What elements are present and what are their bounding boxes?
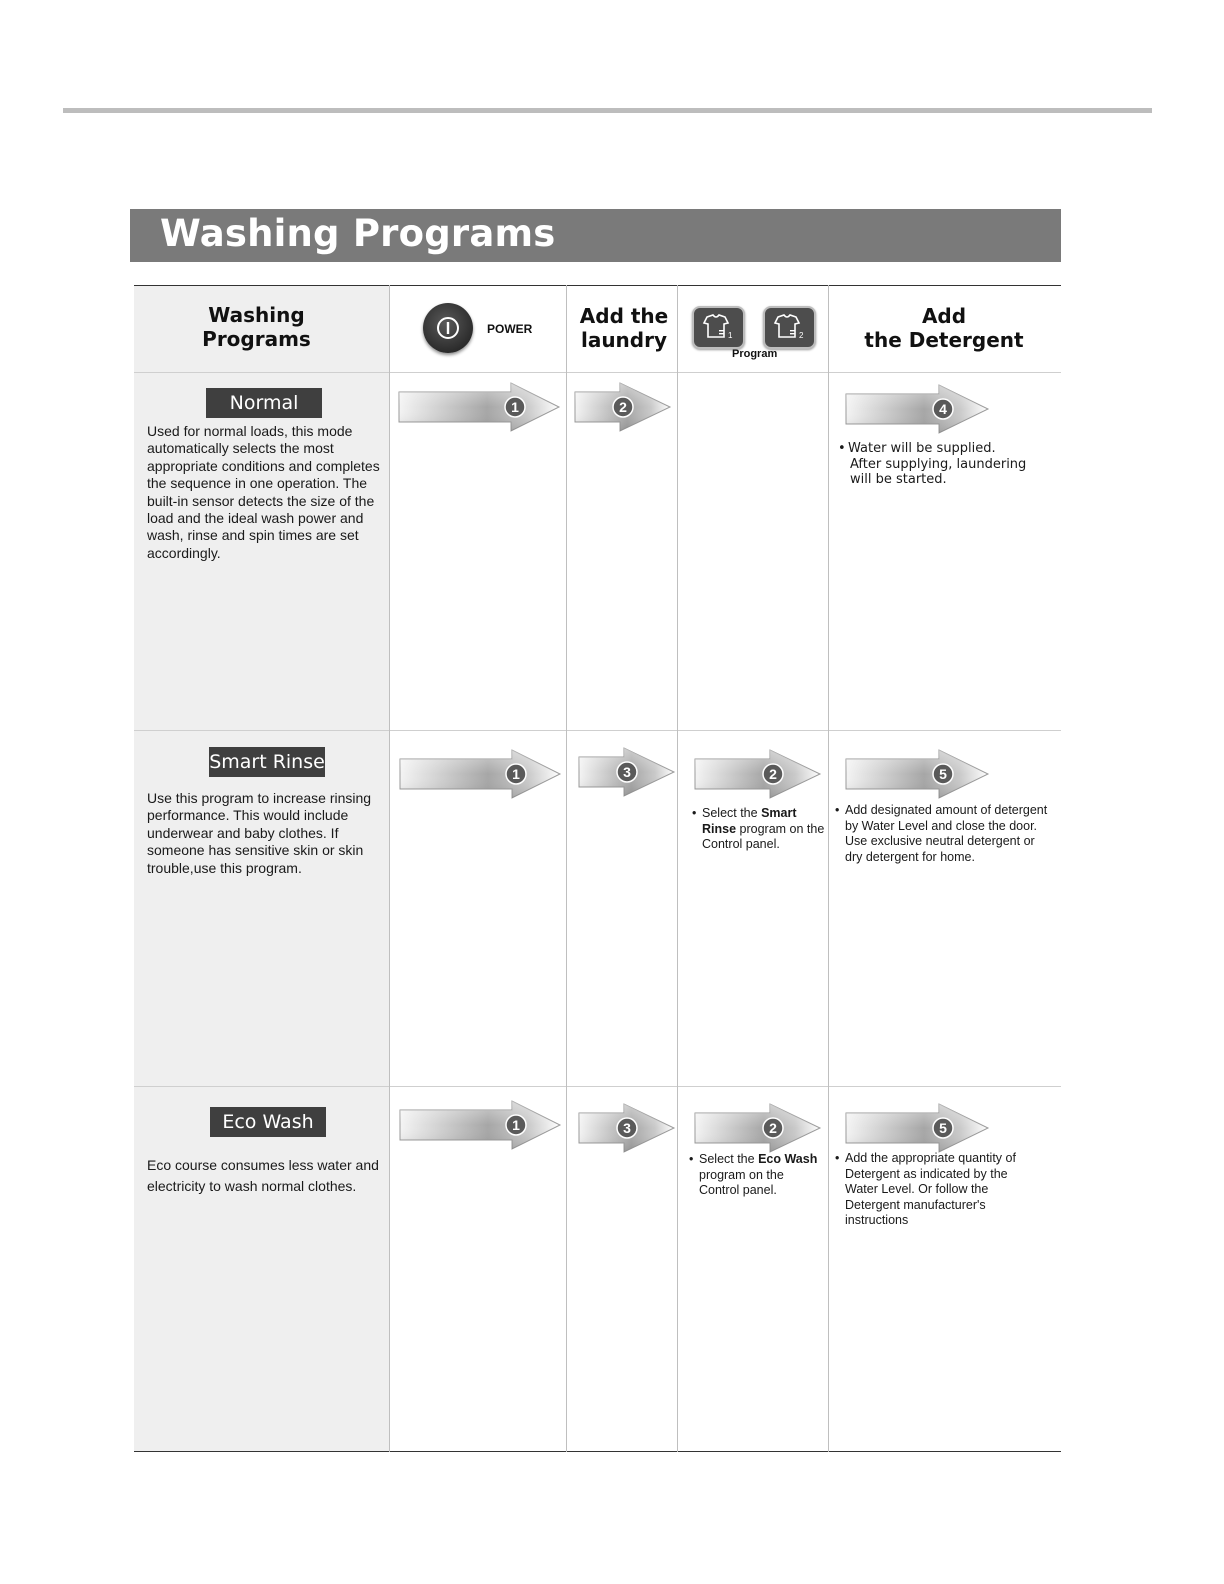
step-arrow-program	[694, 1103, 824, 1158]
program-button-2[interactable]	[763, 306, 816, 349]
program-label: Program	[732, 348, 778, 360]
step-arrow-laundry	[578, 747, 678, 802]
step-arrow-detergent	[845, 384, 991, 439]
header-laundry-line2: laundry	[580, 328, 668, 352]
step-arrow-power	[398, 382, 562, 437]
step-arrow-laundry	[578, 1103, 678, 1158]
power-button[interactable]	[423, 303, 473, 353]
section-title-bar	[130, 209, 1061, 262]
table-bottom-rule	[134, 1451, 1061, 1452]
column-divider	[566, 285, 567, 1452]
page-title: Washing Programs	[160, 212, 556, 255]
header-programs-line2: Programs	[202, 327, 311, 351]
program-badge-smart-rinse: Smart Rinse	[209, 747, 325, 777]
note-text: Add the appropriate quantity of Detergent as indicated by the Water Level. Or follow the Detergent manufacturer's instructions	[845, 1151, 1016, 1227]
step-arrow-power	[399, 1100, 563, 1155]
step-arrow-detergent	[845, 1103, 991, 1158]
svg-text:2: 2	[799, 331, 804, 340]
detergent-note-eco-wash: • Add the appropriate quantity of Detergent as indicated by the Water Level. Or follow the Detergent manufacturer's instructions	[835, 1151, 1020, 1229]
shirt-program-2-icon	[773, 313, 805, 341]
note-text: Control panel.	[702, 837, 780, 851]
detergent-note-normal: • Water will be supplied. After supplying, laundering will be started.	[838, 441, 1053, 488]
note-bold: Rinse	[702, 821, 737, 836]
row-divider	[134, 1086, 1061, 1087]
note-text: Select the	[699, 1152, 759, 1166]
note-bold: Smart	[761, 806, 797, 820]
program-badge-normal: Normal	[206, 388, 322, 418]
note-text: Select the	[702, 806, 762, 820]
program-description-normal: Used for normal loads, this mode automatically selects the most appropriate conditions and completes the sequence in one operation. The built-in sensor detects the size of the load and the ideal wash power and wash, rinse and spin times are set accordingly.	[147, 423, 380, 561]
svg-text:1: 1	[728, 331, 733, 340]
step-number: 2	[769, 1120, 777, 1136]
step-number: 2	[769, 766, 777, 782]
step-number: 3	[623, 764, 631, 780]
program-badge-eco-wash: Eco Wash	[210, 1107, 326, 1137]
header-laundry-line1: Add the	[579, 304, 669, 328]
header-divider	[134, 372, 1061, 373]
power-icon	[434, 314, 462, 342]
note-bold: Eco Wash	[758, 1152, 818, 1166]
step-arrow-power	[399, 749, 563, 804]
program-note-smart-rinse: • Select the Smart Rinse program on the Control panel.	[692, 806, 828, 853]
note-line: Water will be supplied.	[848, 441, 996, 456]
note-text: Add designated amount of detergent by Water Level and close the door. Use exclusive neutral detergent or dry detergent for home.	[845, 803, 1048, 864]
note-line: will be started.	[850, 472, 947, 487]
column-divider	[677, 285, 678, 1452]
step-number: 5	[939, 766, 947, 782]
program-note-eco-wash: • Select the Eco Wash program on the Control panel.	[689, 1152, 825, 1199]
note-text: program on the	[699, 1167, 784, 1182]
header-add-detergent	[834, 304, 1054, 352]
column-divider	[828, 285, 829, 1452]
note-text: program on the	[736, 821, 825, 836]
step-arrow-laundry	[574, 382, 674, 437]
program-button-1[interactable]	[692, 306, 745, 349]
step-arrow-program	[694, 749, 824, 804]
step-number: 5	[939, 1120, 947, 1136]
note-text: Control panel.	[699, 1183, 777, 1197]
detergent-note-smart-rinse: • Add designated amount of detergent by Water Level and close the door. Use exclusive neutral detergent or dry detergent for home.	[835, 803, 1050, 865]
power-label: POWER	[487, 322, 533, 336]
step-number: 2	[619, 399, 627, 415]
header-programs-line1: Washing	[208, 303, 305, 327]
step-number: 4	[939, 401, 947, 417]
header-add-laundry	[574, 304, 674, 352]
column-divider	[389, 285, 390, 1452]
header-detergent-line1: Add	[921, 304, 967, 328]
program-description-smart-rinse: Use this program to increase rinsing performance. This would include underwear and baby clothes. If someone has sensitive skin or skin trouble,use this program.	[147, 790, 372, 876]
step-number: 1	[512, 766, 520, 782]
table-top-rule	[134, 285, 1061, 286]
row-divider	[134, 730, 1061, 731]
step-arrow-detergent	[845, 749, 991, 804]
top-rule	[63, 108, 1152, 113]
program-description-eco-wash: Eco course consumes less water and electricity to wash normal clothes.	[147, 1157, 379, 1194]
step-number: 1	[511, 399, 519, 415]
note-line: After supplying, laundering	[850, 456, 1027, 472]
header-washing-programs	[174, 303, 339, 351]
step-number: 3	[623, 1120, 631, 1136]
programs-table	[134, 285, 1061, 1452]
shirt-program-1-icon	[702, 313, 734, 341]
header-detergent-line2: the Detergent	[864, 328, 1024, 352]
step-number: 1	[512, 1117, 520, 1133]
